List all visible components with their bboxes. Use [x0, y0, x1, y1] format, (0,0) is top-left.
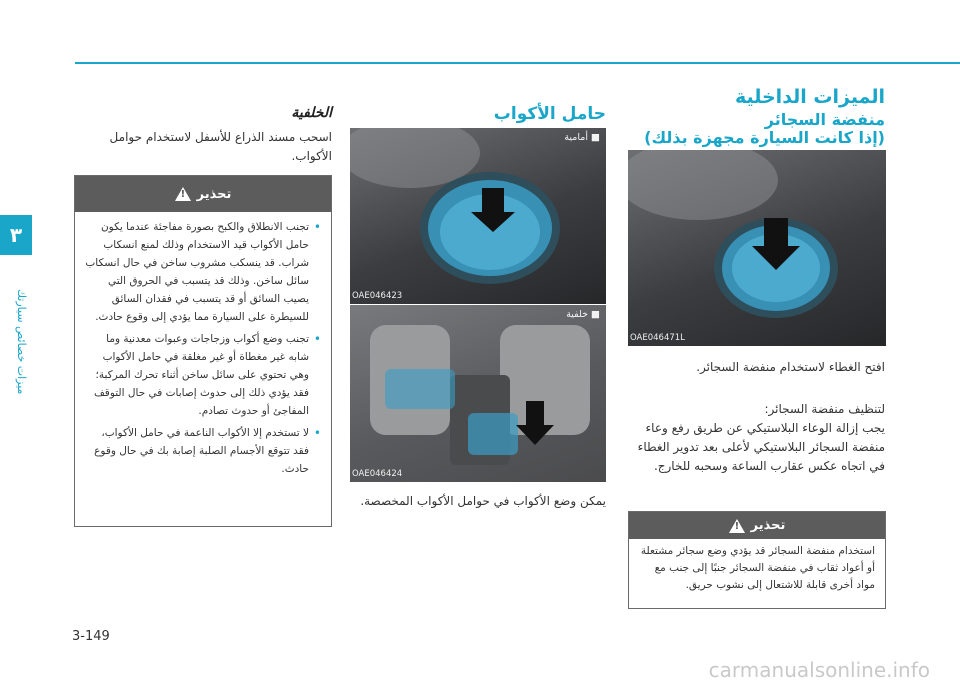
ashtray-clean-body: يجب إزالة الوعاء البلاستيكي عن طريق رفع وعاء منفضة السجائر البلاستيكي لأعلى بعد تدوير الغطاء في اتجاه عكس عقارب الساعة وسحبه للخارج.: [637, 421, 885, 473]
ashtray-photo: [628, 150, 886, 346]
warning-item: • تجنب وضع أكواب وزجاجات وعبوات معدنية وما شابه غير مغطاة أو غير مغلقة في حامل الأكواب وهي تحتوي على سائل ساخن أثناء تحرك المركبة؛ فقد يؤدي ذلك إلى حدوث إصابات في حال التوقف المفاجئ أو حدوث تصادم.: [83, 330, 321, 420]
warning-item: • لا تستخدم إلا الأكواب الناعمة في حامل الأكواب، فقد تتوقع الأجسام الصلبة إصابة بك في حال وقوع حادث.: [83, 424, 321, 478]
front-cup-holder-illustration: [350, 128, 606, 304]
warning-item: • تجنب الانطلاق والكبح بصورة مفاجئة عندما يكون حامل الأكواب قيد الاستخدام وذلك لمنع انسكاب شراب. قد ينسكب مشروب ساخن في حال انسكاب سائل ساخن. وذلك قد يتسبب في الحروق التي يصيب السائق أو قد يتسبب في فقدان السائق للسيطرة على السيارة مما يؤدي إلى وقوع حادث.: [83, 218, 321, 326]
warning-header: [75, 176, 331, 212]
chapter-tab[interactable]: [0, 215, 32, 255]
warning-title: تحذير: [196, 186, 232, 202]
ashtray-clean-title: لتنظيف منفضة السجائر:: [764, 402, 885, 416]
rear-cup-holder-illustration: [350, 305, 606, 482]
front-photo-code: OAE046423: [352, 291, 403, 301]
sub-heading-ashtray: منفضة السجائر: [764, 110, 885, 129]
warning-body: استخدام منفضة السجائر قد يؤدي وضع سجائر مشتعلة أو أعواد ثقاب في منفضة السجائر جنبًا إلى جنب مع مواد أخرى قابلة للاشتعال إلى نشوب حريق.: [640, 545, 875, 591]
page-number: 3-149: [72, 629, 110, 644]
ashtray-warning-box: [628, 511, 886, 609]
warning-triangle-icon: [175, 187, 191, 201]
rear-photo-label: ■ خلفية: [566, 309, 600, 320]
section-heading: الميزات الداخلية: [734, 86, 885, 108]
ashtray-open-text: افتح الغطاء لاستخدام منفضة السجائر.: [696, 360, 885, 374]
cup-holder-warning-box: [74, 175, 332, 527]
front-cup-holder-photo: [350, 128, 606, 304]
rear-intro-text: اسحب مسند الذراع للأسفل لاستخدام حوامل الأكواب.: [109, 130, 332, 163]
warning-title: تحذير: [750, 518, 786, 533]
chapter-side-text: ميزات خصائص سيارتك: [15, 289, 28, 395]
cup-holder-caption: يمكن وضع الأكواب في حوامل الأكواب المخصصة.: [360, 494, 606, 508]
watermark: carmanualsonline.info: [708, 658, 930, 682]
top-rule: [75, 62, 960, 64]
ashtray-illustration: [628, 150, 886, 346]
sub-heading-ashtray-note: (إذا كانت السيارة مجهزة بذلك): [644, 128, 885, 147]
rear-cup-holder-photo: [350, 305, 606, 482]
cup-holder-heading: حامل الأكواب: [493, 104, 606, 124]
warning-body: [75, 212, 331, 488]
rear-photo-code: OAE046424: [352, 469, 403, 479]
warning-list: [83, 218, 321, 478]
ashtray-photo-code: OAE046471L: [630, 333, 685, 343]
front-photo-label: ■ أمامية: [564, 132, 600, 143]
rear-heading: الخلفية: [291, 105, 332, 121]
warning-triangle-icon: [729, 519, 745, 533]
warning-header: [629, 512, 885, 539]
chapter-number: ٣: [9, 223, 23, 247]
